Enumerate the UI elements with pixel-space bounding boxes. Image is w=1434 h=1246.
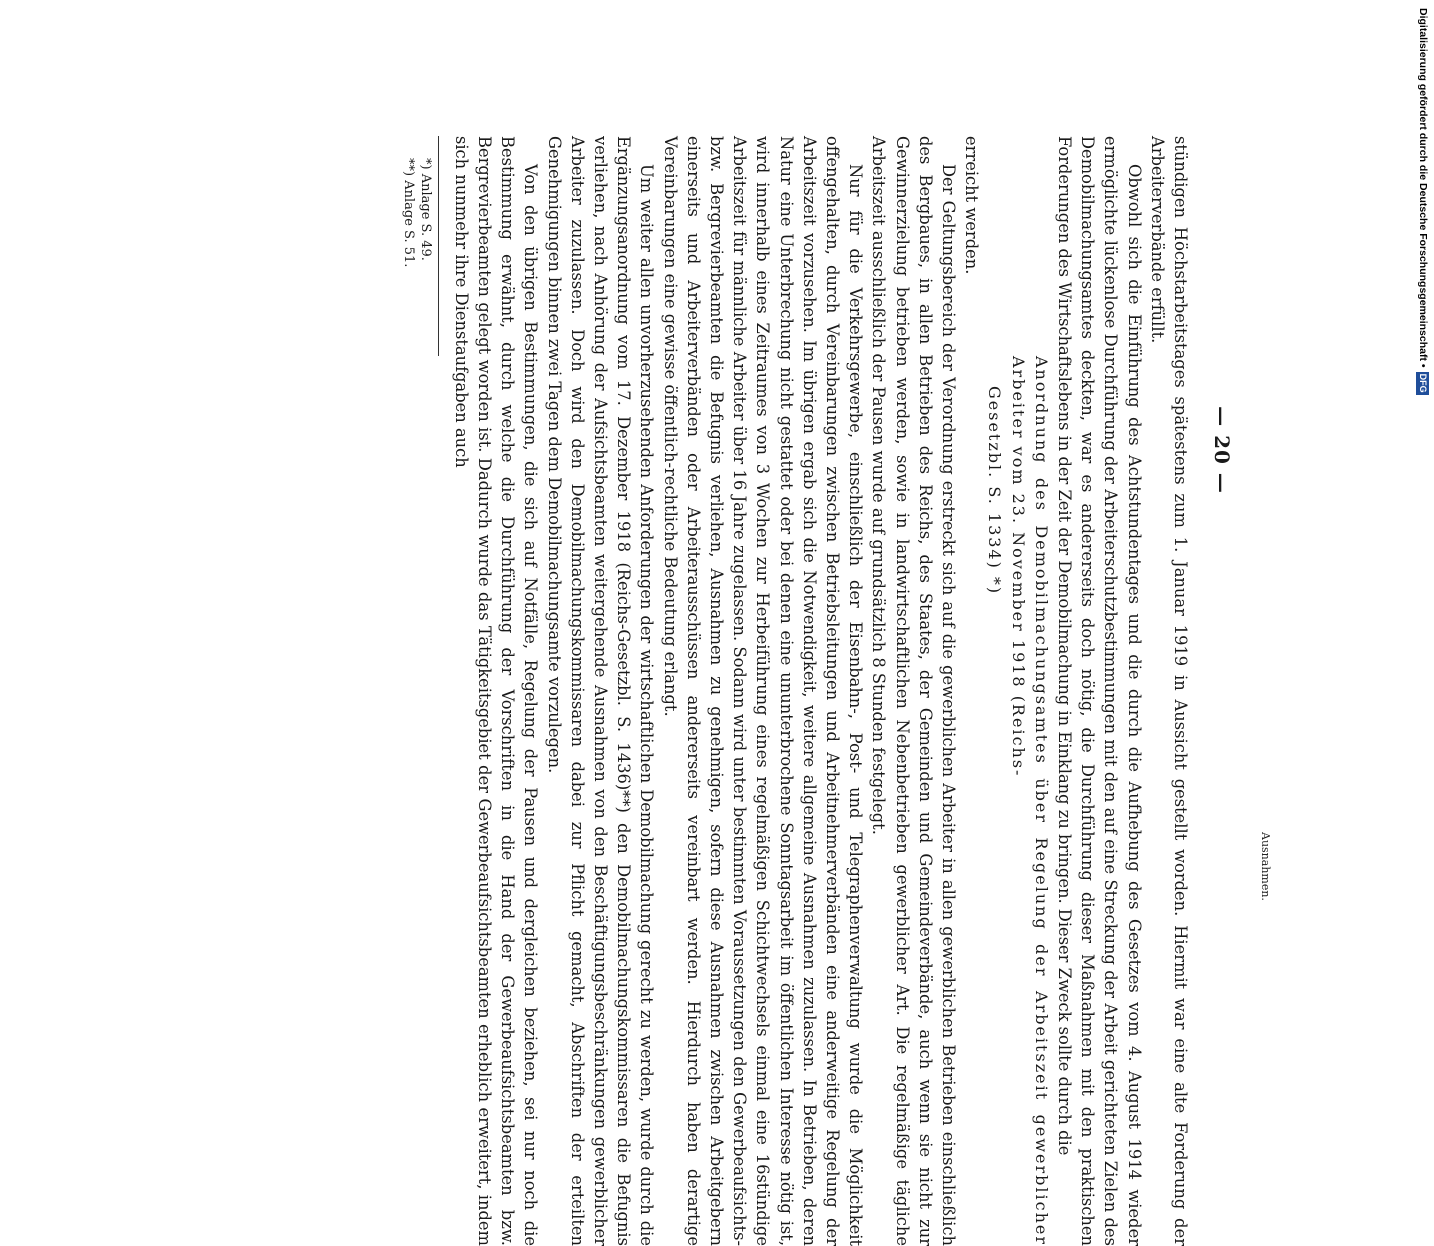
digitization-credit-text: Digitalisierung gefördert durch die Deutsche Forschungsgemeinschaft • <box>1417 8 1429 368</box>
paragraph-2: Obwohl sich die Einführung des Achtstundentages und die durch die Aufhebung des Gesetzes vom 4. August 1914 wieder ermöglichte lückenlose Durchführung der Arbeiterschutzbestimmungen mit den auf eine Streckung der Arbeit gerichteten Zielen des Demobilmachungsamtes deckten, war es andererseits doch nötig, die Durchführung dieser Maßnahmen mit den praktischen Forderungen des Wirtschaftslebens in der Zeit der Demobilmachung in Einklang zu bringen. Dieser Zweck sollte durch die <box>1054 136 1144 1246</box>
paragraph-4: Der Geltungsbereich der Verordnung erstreckt sich auf die gewerblichen Arbeiter in allen gewerblichen Betrieben einschließlich des Bergbaues, in allen Betrieben des Reichs, des Staates, der Gemeinden und Gemeindeverbände, auch wenn sie nicht zur Gewinnerzielung betrieben werden, sowie in landwirtschaftlichen Nebenbetrieben gewerblicher Art. Die regelmäßige tägliche Arbeitszeit ausschließlich der Pausen wurde auf grundsätzlich 8 Stunden festgelegt. <box>869 136 958 1246</box>
paragraph-6: Um weiter allen unvorherzusehenden Anforderungen der wirtschaftlichen Demobilmachung gerecht zu werden, wurde durch die Ergänzungsanordnung vom 17. Dezember 1918 (Reichs-Gesetzbl. S. 1436)**) den Demobilmachungskommissaren die Befugnis verliehen, nach Anhörung der Aufsichtsbeamten weitergehende Ausnahmen von den Beschäftigungsbeschränkungen gewerblicher Arbeiter zuzulassen. Doch wird den Demobilmachungskommissaren dabei zur Pflicht gemacht, Abschriften der erteilten Genehmigungen binnen zwei Tagen dem Demobilmachungsamte vorzulegen. <box>544 136 657 1246</box>
section-heading-line-1: Anordnung des Demobilmachungsamtes über Regelung der Arbeitszeit gewerblicher Arbeiter vom 23. November 1918 (Reichs- <box>1008 356 1051 1246</box>
footnote-2: **) Anlage S. 51. <box>401 158 417 268</box>
dfg-logo: DFG <box>1418 373 1429 393</box>
section-heading <box>983 136 1053 1246</box>
paragraph-5: Nur für die Verkehrsgewerbe, einschließlich der Eisenbahn-, Post- und Telegraphenverwaltung wurde die Möglichkeit offengehalten, durch Vereinbarungen zwischen Betriebsleitungen und Arbeitnehmerverbänden eine anderweitige Regelung der Arbeitszeit vorzusehen. Im übrigen ergab sich die Notwendigkeit, weitere allgemeine Ausnahmen zuzulassen. In Betrieben, deren Natur eine Unterbrechung nicht gestattet oder bei denen eine ununterbrochene Sonntagsarbeit im öffentlichen Interesse nötig ist, wird innerhalb eines Zeitraumes von 3 Wochen zur Herbeiführung eines regelmäßigen Schichtwechsels einmal eine 16stündige Arbeitszeit für männliche Arbeiter über 16 Jahre zugelassen. Sodann wird unter bestimmten Voraussetzungen den Gewerbeaufsichts- bzw. Bergrevierbeamten die Befugnis verliehen, Ausnahmen zu genehmigen, sofern diese Ausnahmen zwischen Arbeitgebern einerseits und Arbeiterverbänden oder Arbeiterausschüssen andererseits vereinbart werden. Hierdurch haben derartige Vereinbarungen eine gewisse öffentlich-rechtliche Bedeutung erlangt. <box>660 136 866 1246</box>
footnote-divider <box>439 136 440 356</box>
footnotes <box>401 136 435 1246</box>
paragraph-7: Von den übrigen Bestimmungen, die sich auf Notfälle, Regelung der Pausen und dergleichen beziehen, sei nur noch die Bestimmung erwähnt, durch welche die Durchführung der Vorschriften in die Hand der Gewerbeaufsichtsbeamten bzw. Bergrevierbeamten gelegt worden ist. Dadurch wurde das Tätigkeitsgebiet der Gewerbeaufsichtsbeamten erheblich erweitert, indem sich nunmehr ihre Dienstaufgaben auch <box>451 136 541 1246</box>
footnote-1: *) Anlage S. 49. <box>418 158 434 261</box>
main-text <box>401 136 1193 1246</box>
digitization-credit <box>1414 8 1432 400</box>
paragraph-3: erreicht werden. <box>962 136 982 275</box>
rotated-page <box>134 90 1254 1246</box>
paragraph-1: stündigen Höchstarbeitstages spätestens zum 1. Januar 1919 in Aussicht gestellt worden. Hiermit war eine alte Forderung der Arbeiterverbände erfüllt. <box>1147 136 1190 1246</box>
page-number: — 20 — <box>1210 406 1234 494</box>
margin-note: Ausnahmen. <box>1259 832 1272 901</box>
section-heading-line-2: Gesetzbl. S. 1334) *) <box>985 386 1005 596</box>
